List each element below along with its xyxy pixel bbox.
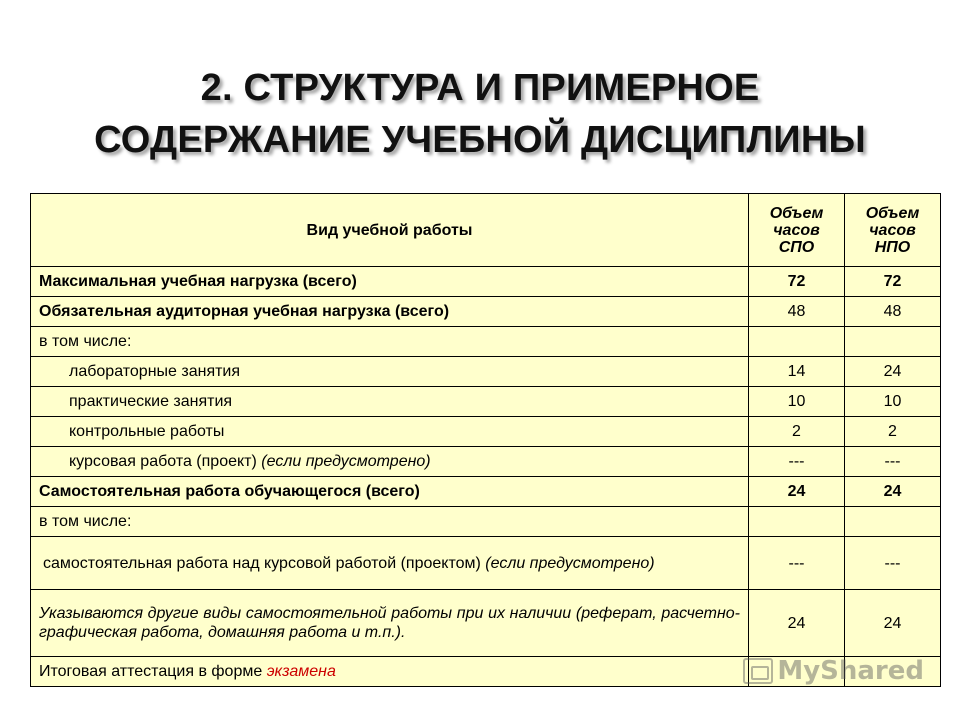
table-row [31,387,941,417]
row-label: Самостоятельная работа обучающегося (всего) [31,477,749,507]
row-spo: 14 [749,357,845,387]
row-npo: --- [845,447,941,477]
row-npo: 24 [845,357,941,387]
watermark-text: MyShared [777,656,924,686]
row-spo: 2 [749,417,845,447]
row-spo: 24 [749,590,845,657]
row-label: Максимальная учебная нагрузка (всего) [31,267,749,297]
row-spo: --- [749,537,845,590]
table-row [31,357,941,387]
row-spo: --- [749,447,845,477]
row-label: лабораторные занятия [31,357,749,387]
header-npo: Объем часов НПО [845,194,941,267]
row-npo: 10 [845,387,941,417]
row-label: практические занятия [31,387,749,417]
row-npo: 24 [845,477,941,507]
table-row [31,590,941,657]
slide-title [0,62,960,166]
table-row [31,537,941,590]
header-work-type: Вид учебной работы [31,194,749,267]
row-label-note: (если предусмотрено) [485,554,655,572]
row-npo: 24 [845,590,941,657]
table-row [31,297,941,327]
row-npo [845,327,941,357]
table-row [31,417,941,447]
row-label-text: курсовая работа (проект) [69,453,262,470]
row-label [31,447,749,477]
row-label: Указываются другие виды самостоятельной работы при их наличии (реферат, расчетно-графическая работа, домашняя работа и т.п.). [31,590,749,657]
title-line-1: 2. СТРУКТУРА И ПРИМЕРНОЕ [200,67,760,109]
workload-table [30,193,941,687]
row-npo: --- [845,537,941,590]
row-spo [749,507,845,537]
row-npo: 72 [845,267,941,297]
row-label: контрольные работы [31,417,749,447]
row-label-note: (если предусмотрено) [261,453,431,470]
row-label-text: самостоятельная работа над курсовой работой (проектом) [43,554,486,572]
table-row [31,447,941,477]
row-label: в том числе: [31,327,749,357]
row-label-highlight: экзамена [266,663,336,680]
title-line-2: СОДЕРЖАНИЕ УЧЕБНОЙ ДИСЦИПЛИНЫ [94,119,866,161]
table-row [31,267,941,297]
row-label: в том числе: [31,507,749,537]
row-spo [749,327,845,357]
watermark [743,656,924,686]
row-spo: 24 [749,477,845,507]
table-header-row [31,194,941,267]
watermark-logo-icon [743,658,773,684]
table-row [31,327,941,357]
row-spo: 10 [749,387,845,417]
row-label [31,657,749,687]
row-npo: 48 [845,297,941,327]
header-spo: Объем часов СПО [749,194,845,267]
row-npo [845,507,941,537]
row-label [31,537,749,590]
table-row [31,477,941,507]
row-label-text: Итоговая аттестация в форме [39,663,267,680]
row-npo: 2 [845,417,941,447]
row-label: Обязательная аудиторная учебная нагрузка (всего) [31,297,749,327]
table-row [31,507,941,537]
row-spo: 72 [749,267,845,297]
row-spo: 48 [749,297,845,327]
